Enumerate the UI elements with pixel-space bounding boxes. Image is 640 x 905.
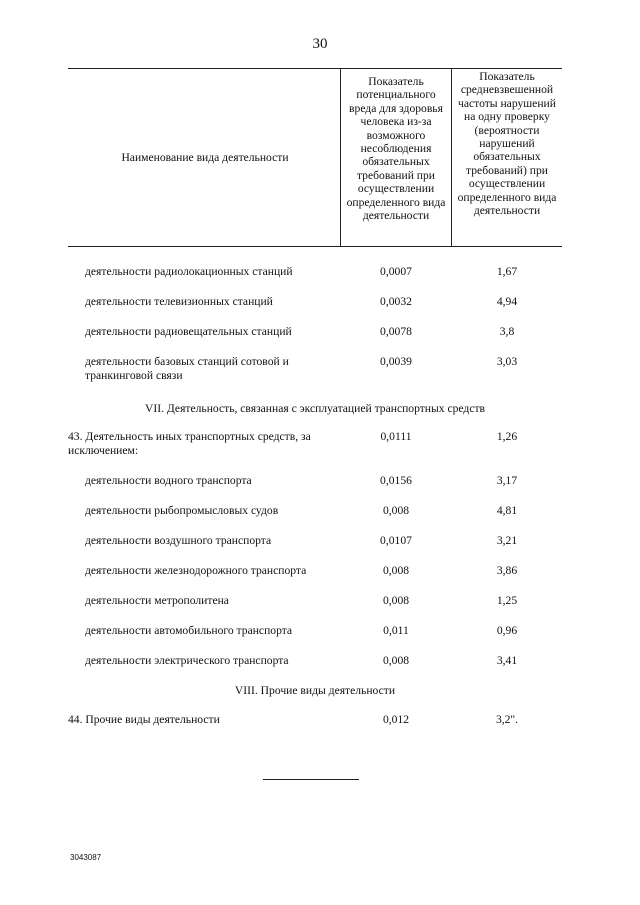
row-harm-value: 0,012 [382, 713, 410, 726]
row-frequency-value: 1,67 [496, 265, 518, 278]
row-frequency-value: 0,96 [496, 624, 518, 637]
row-harm-value: 0,011 [383, 624, 409, 637]
row-frequency-value: 3,86 [496, 564, 518, 577]
row-name: деятельности радиовещательных станций [85, 325, 292, 338]
header-name: Наименование вида деятельности [121, 151, 289, 164]
row-frequency-value: 3,2". [495, 713, 519, 726]
row-frequency-value: 4,81 [496, 504, 518, 517]
row-name: деятельности водного транспорта [85, 474, 252, 487]
header-divider-1 [340, 68, 341, 246]
row-frequency-value: 1,25 [496, 594, 518, 607]
row-harm-value: 0,008 [382, 564, 410, 577]
section-heading-viii: VIII. Прочие виды деятельности [234, 684, 396, 697]
row-name: 44. Прочие виды деятельности [68, 713, 220, 726]
row-harm-value: 0,0039 [380, 355, 412, 368]
row-harm-value: 0,0078 [380, 325, 412, 338]
row-name: деятельности метрополитена [85, 594, 229, 607]
row-harm-value: 0,008 [382, 504, 410, 517]
row-harm-value: 0,0032 [380, 295, 412, 308]
header-bottom-rule [68, 246, 562, 247]
footer-document-code: 3043087 [70, 853, 102, 862]
row-frequency-value: 3,17 [496, 474, 518, 487]
row-harm-value: 0,0107 [380, 534, 412, 547]
row-harm-value: 0,0007 [380, 265, 412, 278]
end-divider [263, 779, 359, 780]
row-harm-value: 0,0111 [380, 430, 412, 443]
page-number: 30 [312, 36, 328, 52]
row-frequency-value: 3,8 [499, 325, 515, 338]
row-name: деятельности автомобильного транспорта [85, 624, 293, 637]
row-name: деятельности воздушного транспорта [85, 534, 272, 547]
row-harm-value: 0,008 [382, 654, 410, 667]
row-harm-value: 0,0156 [380, 474, 412, 487]
row-name: деятельности железнодорожного транспорта [85, 564, 307, 577]
row-name: 43. Деятельность иных транспортных средств, за исключением: [68, 430, 311, 457]
row-name: деятельности телевизионных станций [85, 295, 273, 308]
row-harm-value: 0,008 [382, 594, 410, 607]
row-name: деятельности рыбопромысловых судов [85, 504, 279, 517]
header-harm-index: Показатель потенциального вреда для здоровья человека из-за возможного несоблюдения обязательных требований при осуществлении определенного вида деятельности [346, 75, 446, 223]
row-name: деятельности электрического транспорта [85, 654, 289, 667]
section-heading-vii: VII. Деятельность, связанная с эксплуатацией транспортных средств [144, 402, 486, 415]
header-violation-frequency: Показатель средневзвешенной частоты нарушений на одну проверку (вероятности нарушений обязательных требований) при осуществлении определенного вида деятельности [457, 70, 557, 218]
row-frequency-value: 1,26 [496, 430, 518, 443]
row-frequency-value: 3,21 [496, 534, 518, 547]
row-name: деятельности базовых станций сотовой и транкинговой связи [85, 355, 289, 382]
table-top-rule [68, 68, 562, 69]
row-frequency-value: 3,41 [496, 654, 518, 667]
row-name: деятельности радиолокационных станций [85, 265, 293, 278]
row-frequency-value: 4,94 [496, 295, 518, 308]
row-frequency-value: 3,03 [496, 355, 518, 368]
